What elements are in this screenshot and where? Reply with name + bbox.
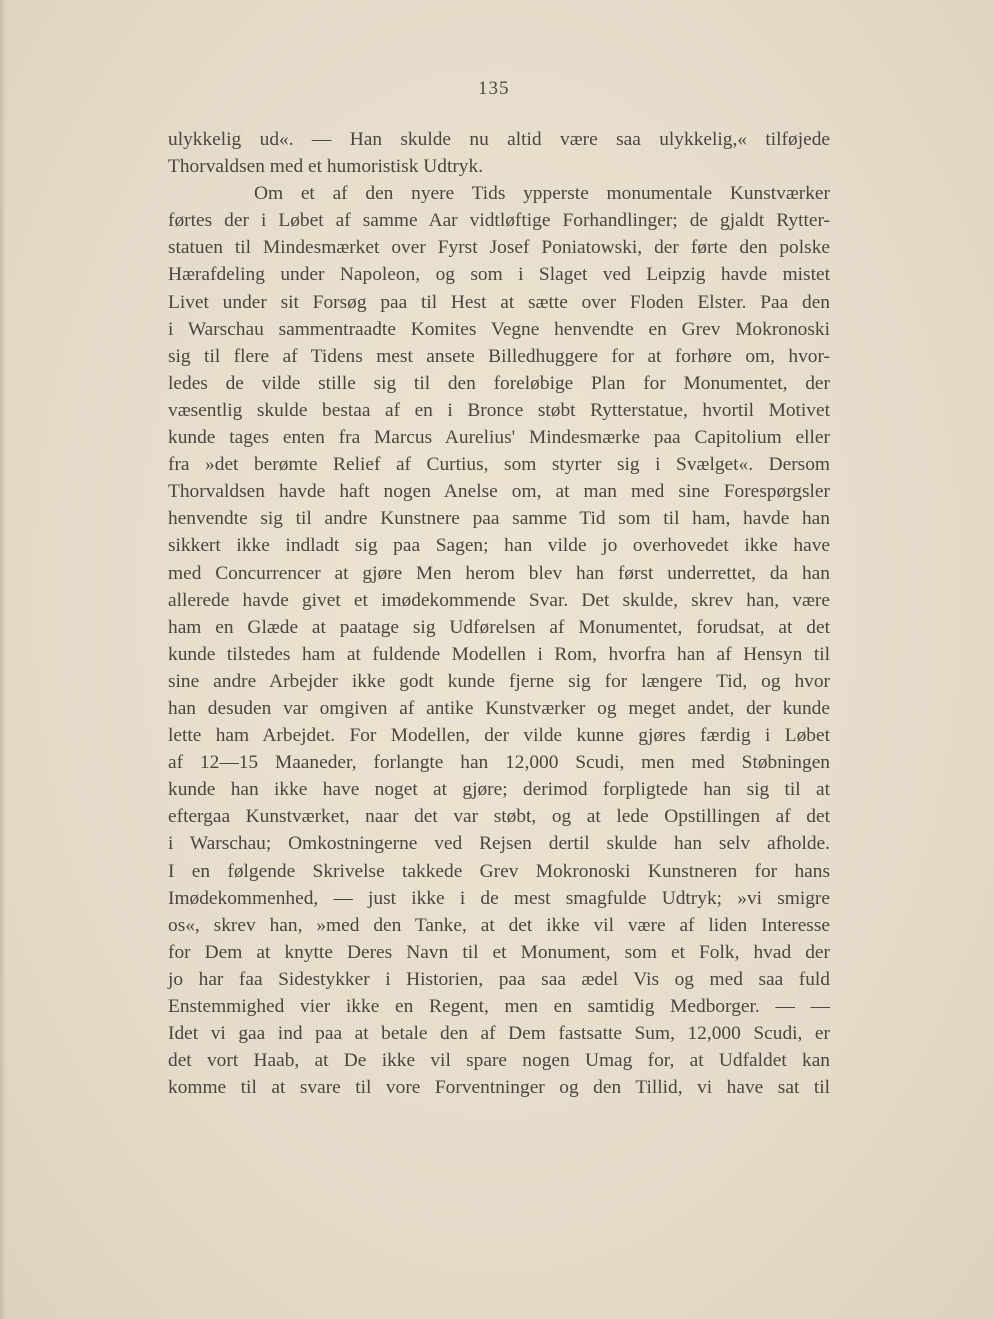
text-line: eftergaa Kunstværket, naar det var støbt, og at lede Opstillingen af det — [168, 806, 830, 828]
page-edge-shadow — [0, 0, 6, 1319]
text-line: statuen til Mindesmærket over Fyrst Josef Poniatowski, der førte den polske — [168, 237, 830, 259]
text-line: ledes de vilde stille sig til den foreløbige Plan for Monumentet, der — [168, 372, 830, 394]
text-line: ham en Glæde at paatage sig Udførelsen af Monumentet, forudsat, at det — [168, 616, 830, 638]
text-line: komme til at svare til vore Forventninger og den Tillid, vi have sat til — [168, 1077, 830, 1099]
text-line: af 12—15 Maaneder, forlangte han 12,000 Scudi, men med Støbningen — [168, 752, 830, 774]
text-line: for Dem at knytte Deres Navn til et Monument, som et Folk, hvad der — [168, 941, 830, 963]
text-line: fra »det berømte Relief af Curtius, som styrter sig i Svælget«. Dersom — [168, 454, 830, 476]
text-line: i Warschau sammentraadte Komites Vegne henvendte en Grev Mokronoski — [168, 318, 830, 340]
text-line: Thorvaldsen havde haft nogen Anelse om, at man med sine Forespørgsler — [168, 481, 830, 503]
text-line: sikkert ikke indladt sig paa Sagen; han vilde jo overhovedet ikke have — [168, 535, 830, 557]
text-line: jo har faa Sidestykker i Historien, paa saa ædel Vis og med saa fuld — [168, 968, 830, 990]
text-line: det vort Haab, at De ikke vil spare nogen Umag for, at Udfaldet kan — [168, 1050, 830, 1072]
page-number: 135 — [478, 78, 510, 99]
text-line: Idet vi gaa ind paa at betale den af Dem fastsatte Sum, 12,000 Scudi, er — [168, 1023, 830, 1045]
text-line: henvendte sig til andre Kunstnere paa samme Tid som til ham, havde han — [168, 508, 830, 530]
text-line: Imødekommenhed, — just ikke i de mest smagfulde Udtryk; »vi smigre — [168, 887, 830, 909]
text-line: han desuden var omgiven af antike Kunstværker og meget andet, der kunde — [168, 697, 830, 719]
text-line: Thorvaldsen med et humoristisk Udtryk. — [168, 156, 484, 178]
text-line: sine andre Arbejder ikke godt kunde fjerne sig for længere Tid, og hvor — [168, 670, 830, 692]
text-line: med Concurrencer at gjøre Men herom blev han først underrettet, da han — [168, 562, 830, 584]
text-line: allerede havde givet et imødekommende Svar. Det skulde, skrev han, være — [168, 589, 830, 611]
text-line: væsentlig skulde bestaa af en i Bronce støbt Rytterstatue, hvortil Motivet — [168, 399, 830, 421]
text-line: kunde tilstedes ham at fuldende Modellen i Rom, hvorfra han af Hensyn til — [168, 643, 830, 665]
text-line: os«, skrev han, »med den Tanke, at det ikke vil være af liden Interesse — [168, 914, 830, 936]
body-text — [168, 126, 830, 1101]
text-line: lette ham Arbejdet. For Modellen, der vilde kunne gjøres færdig i Løbet — [168, 725, 830, 747]
text-line: førtes der i Løbet af samme Aar vidtløftige Forhandlinger; de gjaldt Rytter- — [168, 210, 830, 232]
text-line: kunde tages enten fra Marcus Aurelius' Mindesmærke paa Capitolium eller — [168, 427, 830, 449]
text-line: Om et af den nyere Tids ypperste monumentale Kunstværker — [254, 183, 830, 205]
text-line: sig til flere af Tidens mest ansete Billedhuggere for at forhøre om, hvor- — [168, 345, 830, 367]
text-line: Hærafdeling under Napoleon, og som i Slaget ved Leipzig havde mistet — [168, 264, 830, 286]
text-line: Livet under sit Forsøg paa til Hest at sætte over Floden Elster. Paa den — [168, 291, 830, 313]
text-line: I en følgende Skrivelse takkede Grev Mokronoski Kunstneren for hans — [168, 860, 830, 882]
text-line: ulykkelig ud«. — Han skulde nu altid være saa ulykkelig,« tilføjede — [168, 129, 830, 150]
text-line: kunde han ikke have noget at gjøre; derimod forpligtede han sig til at — [168, 779, 830, 801]
text-line: Enstemmighed vier ikke en Regent, men en samtidig Medborger. — — — [168, 996, 830, 1017]
text-line: i Warschau; Omkostningerne ved Rejsen dertil skulde han selv afholde. — [168, 833, 830, 855]
